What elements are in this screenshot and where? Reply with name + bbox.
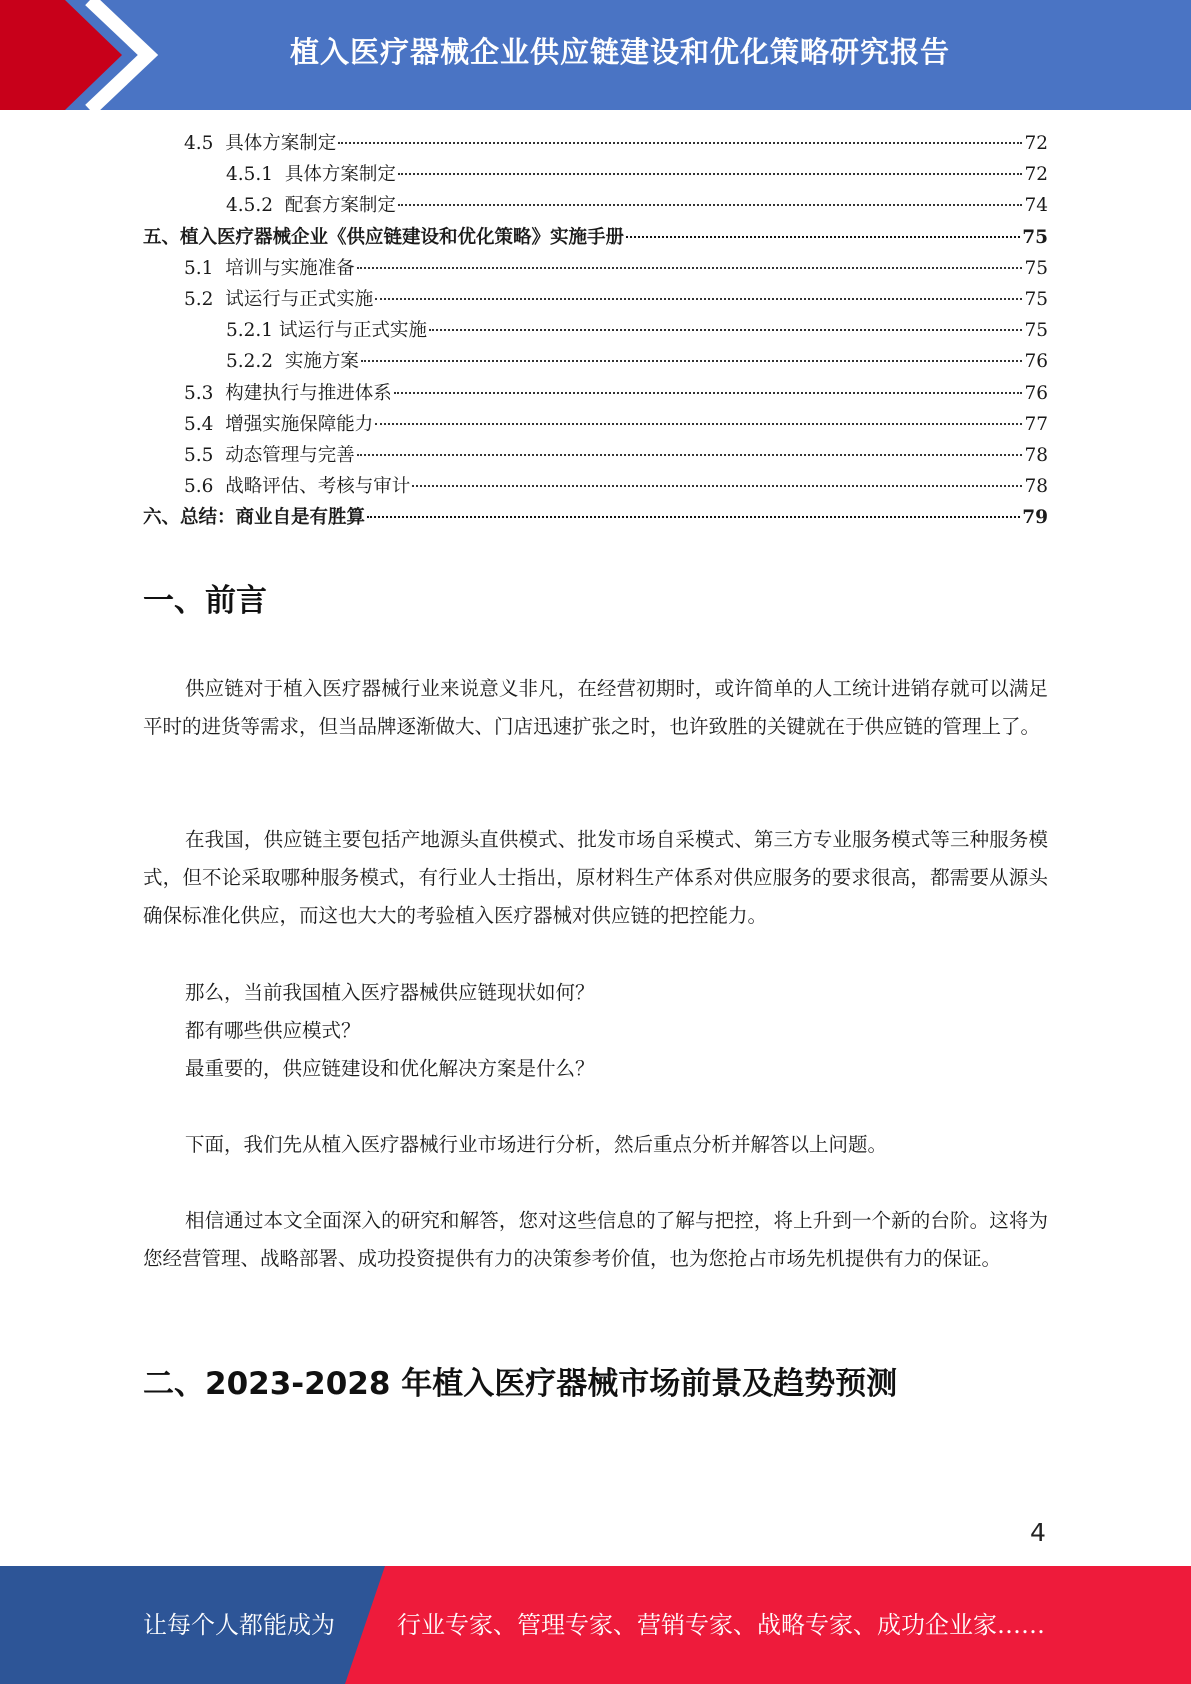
toc-entry-number: 4.5.2 bbox=[226, 195, 285, 217]
paragraph: 下面，我们先从植入医疗器械行业市场进行分析，然后重点分析并解答以上问题。 bbox=[185, 1133, 888, 1156]
toc-entry[interactable] bbox=[143, 222, 1048, 253]
toc-entry-page: 74 bbox=[1024, 195, 1048, 217]
toc-entry[interactable] bbox=[143, 409, 1048, 440]
toc-entry-page: 75 bbox=[1024, 257, 1048, 279]
toc-entry-label: 动态管理与完善 bbox=[225, 444, 355, 466]
toc-entry-number: 5.2.1 bbox=[226, 320, 279, 342]
toc-entry-label: 五、植入医疗器械企业《供应链建设和优化策略》实施手册 bbox=[143, 226, 625, 248]
toc-entry-number: 5.1 bbox=[184, 257, 226, 279]
toc-entry-page: 79 bbox=[1022, 507, 1048, 529]
toc-entry-number: 5.2.2 bbox=[226, 351, 285, 373]
toc-entry-label: 试运行与正式实施 bbox=[225, 288, 374, 310]
toc-entry-label: 培训与实施准备 bbox=[225, 257, 355, 279]
toc-entry-number: 5.2 bbox=[184, 288, 226, 310]
toc-entry[interactable] bbox=[143, 440, 1048, 471]
toc-entry-number: 5.5 bbox=[184, 444, 226, 466]
toc-entry[interactable] bbox=[143, 128, 1048, 159]
toc-entry-page: 76 bbox=[1024, 351, 1048, 373]
question-line: 最重要的，供应链建设和优化解决方案是什么？ bbox=[185, 1057, 595, 1080]
toc-entry-label: 具体方案制定 bbox=[284, 164, 396, 186]
question-line: 那么，当前我国植入医疗器械供应链现状如何？ bbox=[185, 981, 595, 1004]
toc-entry-page: 75 bbox=[1022, 226, 1048, 248]
toc-entry[interactable] bbox=[143, 159, 1048, 190]
toc-dot-leader bbox=[626, 236, 1020, 238]
toc-entry-label: 配套方案制定 bbox=[284, 195, 396, 217]
section-heading-preface: 一、前言 bbox=[143, 583, 267, 619]
toc-dot-leader bbox=[394, 392, 1023, 394]
table-of-contents bbox=[143, 128, 1048, 533]
paragraph: 相信通过本文全面深入的研究和解答，您对这些信息的了解与把控，将上升到一个新的台阶。这将为您经营管理、战略部署、成功投资提供有力的决策参考价值，也为您抢占市场先机提供有力的保证。 bbox=[143, 1209, 1048, 1270]
toc-entry-number: 5.6 bbox=[184, 476, 226, 498]
toc-entry-page: 78 bbox=[1024, 476, 1048, 498]
toc-entry-number: 4.5.1 bbox=[226, 164, 285, 186]
toc-dot-leader bbox=[398, 204, 1023, 206]
toc-entry-label: 试运行与正式实施 bbox=[278, 320, 427, 342]
toc-dot-leader bbox=[375, 423, 1022, 425]
paragraph: 供应链对于植入医疗器械行业来说意义非凡，在经营初期时，或许简单的人工统计进销存就可以满足平时的进货等需求，但当品牌逐渐做大、门店迅速扩张之时，也许致胜的关键就在于供应链的管理上了。 bbox=[143, 677, 1048, 738]
toc-entry-page: 78 bbox=[1024, 444, 1048, 466]
toc-dot-leader bbox=[338, 142, 1022, 144]
toc-entry-page: 76 bbox=[1024, 382, 1048, 404]
toc-entry-number: 5.4 bbox=[184, 413, 226, 435]
toc-dot-leader bbox=[375, 298, 1022, 300]
toc-entry-label: 实施方案 bbox=[284, 351, 359, 373]
toc-entry[interactable] bbox=[143, 253, 1048, 284]
toc-dot-leader bbox=[398, 173, 1023, 175]
footer-slogan-left: 让每个人都能成为 bbox=[143, 1611, 335, 1639]
toc-entry-page: 77 bbox=[1024, 413, 1048, 435]
toc-entry[interactable] bbox=[143, 190, 1048, 221]
toc-entry-page: 72 bbox=[1024, 133, 1048, 154]
toc-dot-leader bbox=[361, 360, 1023, 362]
toc-entry-page: 75 bbox=[1024, 288, 1048, 310]
footer-slogan-right: 行业专家、管理专家、营销专家、战略专家、成功企业家…… bbox=[397, 1611, 1045, 1639]
toc-entry-number: 5.3 bbox=[184, 382, 226, 404]
header-chevron-decoration bbox=[0, 0, 160, 110]
toc-dot-leader bbox=[429, 329, 1022, 331]
page-header bbox=[0, 0, 1191, 110]
toc-entry-page: 72 bbox=[1024, 164, 1048, 186]
page-footer bbox=[0, 1566, 1191, 1684]
toc-entry-label: 构建执行与推进体系 bbox=[225, 382, 392, 404]
toc-entry[interactable] bbox=[143, 284, 1048, 315]
toc-dot-leader bbox=[357, 454, 1023, 456]
paragraph: 在我国，供应链主要包括产地源头直供模式、批发市场自采模式、第三方专业服务模式等三种服务模式，但不论采取哪种服务模式，有行业人士指出，原材料生产体系对供应服务的要求很高，都需要从源头确保标准化供应，而这也大大的考验植入医疗器械对供应链的把控能力。 bbox=[143, 828, 1048, 927]
toc-entry-number: 4.5 bbox=[184, 133, 226, 154]
page-number: 4 bbox=[1030, 1518, 1046, 1547]
toc-entry-page: 75 bbox=[1024, 320, 1048, 342]
toc-entry[interactable] bbox=[143, 502, 1048, 533]
toc-entry[interactable] bbox=[143, 471, 1048, 502]
question-line: 都有哪些供应模式？ bbox=[185, 1019, 361, 1042]
toc-dot-leader bbox=[412, 485, 1022, 487]
toc-dot-leader bbox=[367, 516, 1020, 518]
report-title: 植入医疗器械企业供应链建设和优化策略研究报告 bbox=[289, 35, 950, 69]
toc-dot-leader bbox=[357, 267, 1023, 269]
toc-entry-label: 增强实施保障能力 bbox=[225, 413, 374, 435]
toc-entry-label: 具体方案制定 bbox=[225, 133, 337, 154]
toc-entry-label: 六、总结：商业自是有胜算 bbox=[143, 507, 366, 529]
toc-entry[interactable] bbox=[143, 346, 1048, 377]
toc-entry[interactable] bbox=[143, 378, 1048, 409]
toc-entry-label: 战略评估、考核与审计 bbox=[225, 476, 411, 498]
toc-entry[interactable] bbox=[143, 315, 1048, 346]
section-heading-market-outlook: 二、2023-2028 年植入医疗器械市场前景及趋势预测 bbox=[143, 1366, 898, 1402]
